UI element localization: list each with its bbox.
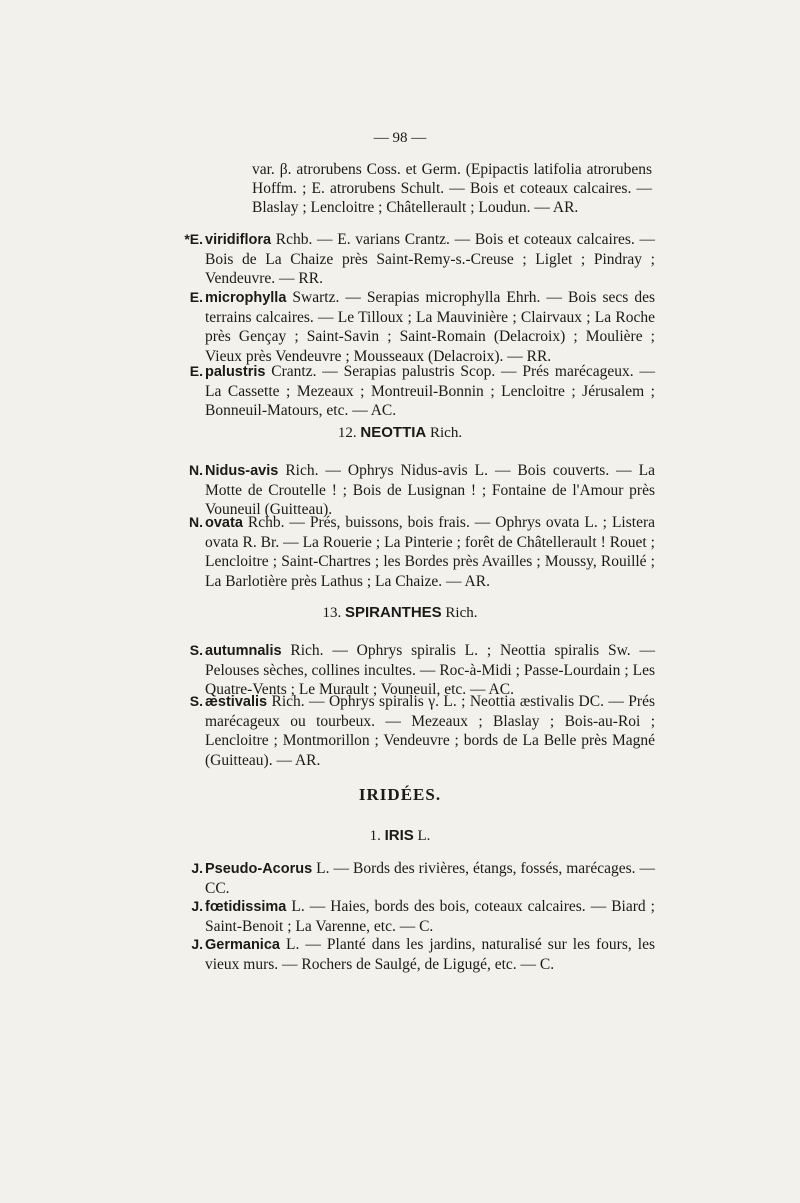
entry-lead: J. [191, 936, 203, 952]
entry-text: Crantz. — Serapias palustris Scop. — Prés marécageux. — La Cassette ; Mezeaux ; Montreuil-Bonnin ; Lencloitre ; Jérusalem ; Bonneuil-Matours, etc. — AC. [205, 363, 655, 420]
entry-lead: N. [189, 462, 203, 478]
family-heading: IRIDÉES. [358, 785, 442, 804]
entry-lead: S. [189, 693, 203, 709]
entry-name: fœtidissima [205, 899, 287, 915]
entry-epipactis-microphylla [189, 288, 655, 366]
entry-name: autumnalis [205, 643, 282, 659]
entry-lead: S. [189, 642, 203, 658]
entry-name: ovata [205, 515, 243, 531]
entry-name: Nidus-avis [205, 463, 279, 479]
entry-neottia-nidus-avis [189, 461, 655, 520]
entry-text: Rchb. — E. varians Crantz. — Bois et coteaux calcaires. — Bois de La Chaize près Saint-Remy-s.-Creuse ; Liglet ; Pindray ; Vendeuvre. — RR. [205, 231, 655, 288]
entry-text: var. β. atrorubens Coss. et Germ. (Epipactis latifolia atrorubens Hoffm. ; E. atrorubens Schult. — Bois et coteaux calcaires. — Blaslay ; Lencloitre ; Châtellerault ; Loudun. — AR. [252, 161, 652, 217]
entry-lead: N. [189, 514, 203, 530]
entry-name: Germanica [205, 937, 280, 953]
genus-author: L. [413, 828, 431, 844]
genus-name: SPIRANTHES [344, 604, 442, 621]
entry-name: viridiflora [205, 232, 272, 248]
genus-number: 1. [369, 828, 381, 844]
page-number: — 98 — [373, 130, 427, 146]
entry-continuation [252, 160, 652, 218]
genus-author: Rich. [441, 605, 478, 621]
entry-text: Rich. — Ophrys spiralis γ. L. ; Neottia æstivalis DC. — Prés marécageux ou tourbeux. — Mezeaux ; Blaslay ; Bois-au-Roi ; Lencloitre ; Montmorillon ; Vendeuvre ; bords de La Belle près Magné (Guitteau). — AR. [205, 693, 655, 769]
entry-name: palustris [205, 364, 266, 380]
entry-text: Rich. — Ophrys spiralis L. ; Neottia spiralis Sw. — Pelouses sèches, collines incultes. — Roc-à-Midi ; Passe-Lourdain ; Les Quatre-Vents ; Le Murault ; Vouneuil, etc. — AC. [205, 642, 655, 699]
entry-epipactis-viridiflora [184, 230, 655, 289]
entry-spiranthes-aestivalis [189, 692, 655, 770]
entry-text: Swartz. — Serapias microphylla Ehrh. — Bois secs des terrains calcaires. — Le Tilloux ; La Mauvinière ; Clairvaux ; La Roche près Gençay ; Saint-Savin ; Saint-Romain (Delacroix) ; Moulière ; Vieux près Vendeuvre ; Mousseaux (Delacroix). — RR. [205, 289, 655, 365]
entry-iris-foetidissima [191, 897, 655, 936]
entry-iris-germanica [191, 935, 655, 974]
entry-iris-pseudo-acorus [191, 859, 655, 898]
genus-number: 12. [337, 425, 357, 441]
genus-name: IRIS [384, 827, 414, 844]
entry-name: microphylla [205, 290, 287, 306]
entry-name: æstivalis [205, 694, 268, 710]
entry-name: Pseudo-Acorus [205, 861, 313, 877]
entry-neottia-ovata [189, 513, 655, 591]
entry-lead: J. [191, 860, 203, 876]
entry-lead: J. [191, 898, 203, 914]
genus-heading-neottia [0, 424, 800, 442]
entry-text: Rich. — Ophrys Nidus-avis L. — Bois couverts. — La Motte de Croutelle ! ; Bois de Lusignan ! ; Fontaine de l'Amour près Vouneuil (Guitteau). [205, 462, 655, 519]
entry-text: L. — Bords des rivières, étangs, fossés, marécages. — CC. [205, 860, 655, 898]
genus-heading-iris [0, 827, 800, 845]
genus-author: Rich. [426, 425, 463, 441]
entry-lead: E. [189, 289, 203, 305]
entry-text: L. — Haies, bords des bois, coteaux calcaires. — Biard ; Saint-Benoit ; La Varenne, etc. — C. [205, 898, 655, 936]
entry-lead: *E. [184, 231, 203, 247]
entry-text: L. — Planté dans les jardins, naturalisé sur les fours, les vieux murs. — Rochers de Saulgé, de Ligugé, etc. — C. [205, 936, 655, 974]
entry-spiranthes-autumnalis [189, 641, 655, 700]
entry-epipactis-palustris [189, 362, 655, 421]
genus-name: NEOTTIA [360, 424, 427, 441]
genus-number: 13. [322, 605, 342, 621]
entry-lead: E. [189, 363, 203, 379]
entry-text: Rchb. — Prés, buissons, bois frais. — Ophrys ovata L. ; Listera ovata R. Br. — La Rouerie ; La Pinterie ; forêt de Châtellerault ! Rouet ; Lencloitre ; Saint-Chartres ; les Bordes près Availles ; Moussy, Rouillé ; La Barlotière près Lathus ; La Chaize. — AR. [205, 514, 655, 590]
genus-heading-spiranthes [0, 604, 800, 622]
